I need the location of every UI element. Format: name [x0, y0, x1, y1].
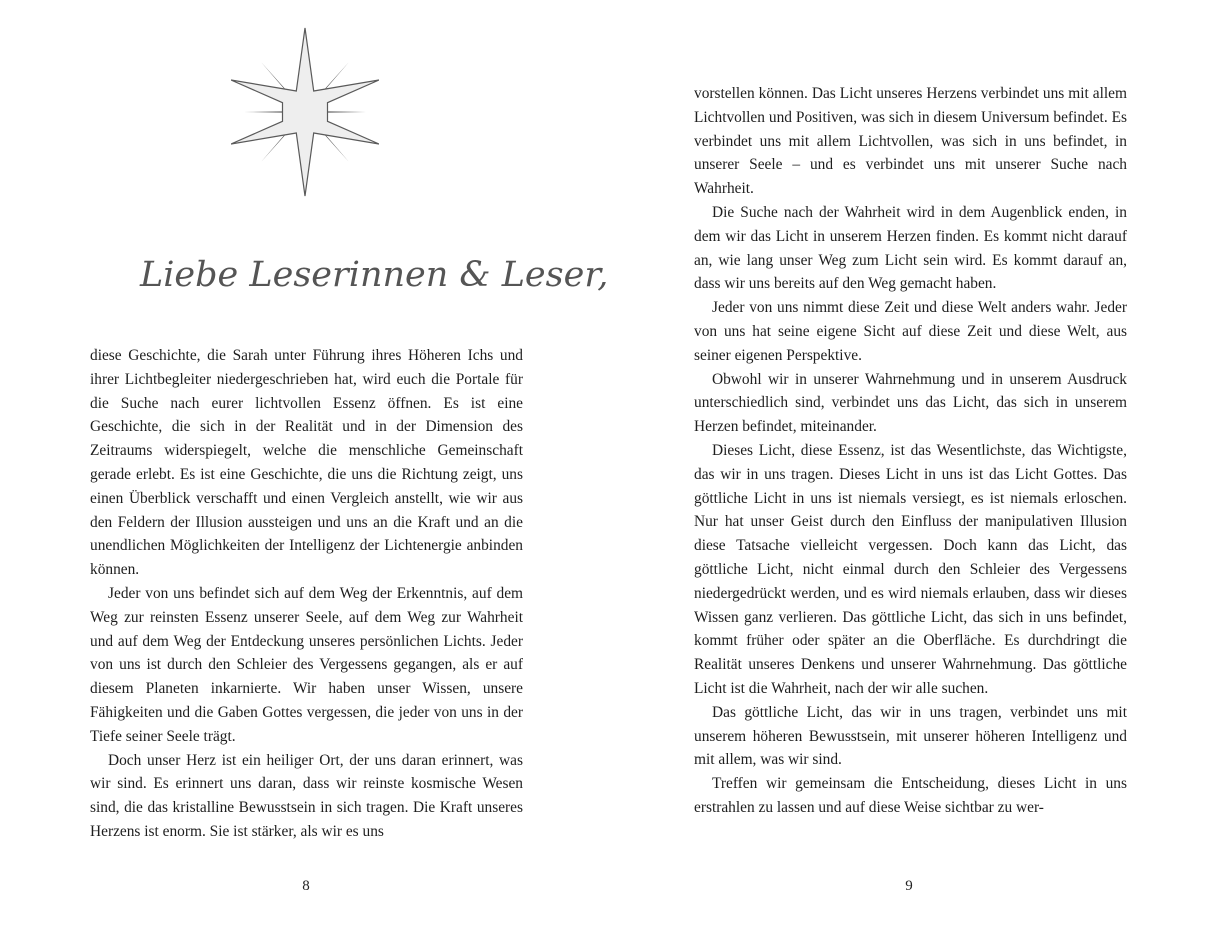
paragraph: Jeder von uns befindet sich auf dem Weg der Erkenntnis, auf dem Weg zur reinsten Essenz unserer Seele, auf dem Weg zur Wahrheit und auf dem Weg der Entdeckung unseres persönlichen Lichts. Jeder von uns ist durch den Schleier des Vergessens gegangen, als er auf diesem Planeten inkarnierte. Wir haben unser Wissen, unsere Fähigkeiten und die Gaben Gottes vergessen, die jeder von uns in der Tiefe seiner Seele trägt.	[90, 584, 523, 745]
page-number: 9	[905, 878, 913, 894]
paragraph: Das göttliche Licht, das wir in uns tragen, verbindet uns mit unserem höheren Bewusstsein, mit unserer höheren Intelligenz und mit allem, was wir sind.	[694, 703, 1127, 769]
right-page	[608, 0, 1216, 944]
letter-heading: Liebe Leserinnen & Leser,	[140, 255, 609, 295]
paragraph: Doch unser Herz ist ein heiliger Ort, der uns daran erinnert, was wir sind. Es erinnert uns daran, dass wir reinste kosmische Wesen sind, die das kristalline Bewusstsein in sich tragen. Die Kraft unseres Herzens ist enorm. Sie ist stärker, als wir es uns	[90, 751, 523, 840]
paragraph: vorstellen können. Das Licht unseres Herzens verbindet uns mit allem Lichtvollen und Positiven, was sich in diesem Universum befindet. Es verbindet uns mit allem Lichtvollen, was sich in uns befindet, in unserer Seele – und es verbindet uns mit unserer Suche nach Wahrheit.	[694, 85, 1127, 198]
paragraph: Die Suche nach der Wahrheit wird in dem Augenblick enden, in dem wir das Licht in unserem Herzen finden. Es kommt nicht darauf an, wie lang unser Weg zum Licht sein wird. Es kommt darauf an, dass wir uns bereits auf den Weg gemacht haben.	[694, 203, 1127, 293]
paragraph: Obwohl wir in unserer Wahrnehmung und in unserem Ausdruck unterschiedlich sind, verbindet uns das Licht, das sich in unserem Herzen befindet, miteinander.	[694, 370, 1127, 436]
right-body-text	[694, 82, 1127, 820]
page-number: 8	[302, 878, 310, 894]
paragraph: diese Geschichte, die Sarah unter Führung ihres Höheren Ichs und ihrer Lichtbegleiter niedergeschrieben hat, wird euch die Portale für die Suche nach eurer lichtvollen Essenz öffnen. Es ist eine Geschichte, die sich in der Realität und in der Dimension des Zeitraums widerspiegelt, welche die menschliche Gemeinschaft gerade erlebt. Es ist eine Geschichte, die uns die Richtung zeigt, uns einen Überblick verschafft und einen Vergleich anstellt, wie wir aus den Feldern der Illusion aussteigen und uns an die Kraft und an die unendlichen Möglichkeiten der Intelligenz der Lichtenergie anbinden können.	[90, 347, 523, 579]
paragraph: Dieses Licht, diese Essenz, ist das Wesentlichste, das Wichtigste, das wir in uns tragen. Dieses Licht in uns ist das Licht Gottes. Das göttliche Licht in uns ist niemals versiegt, es ist niemals erloschen. Nur hat unser Geist durch den Einfluss der manipulativen Illusion diese Tatsache vielleicht vergessen. Doch kann das Licht, das göttliche Licht, nicht einmal durch den Schleier des Vergessens niedergedrückt werden, und es wird niemals erlauben, dass wir dieses Wissen ganz verlieren. Das göttliche Licht, das sich in uns befindet, kommt früher oder später an die Oberfläche. Es durchdringt die Realität unseres Denkens und unserer Wahrnehmung. Das göttliche Licht ist die Wahrheit, nach der wir alle suchen.	[694, 441, 1127, 697]
eight-point-star-icon	[231, 27, 379, 197]
left-body-text	[90, 344, 523, 844]
paragraph: Treffen wir gemeinsam die Entscheidung, dieses Licht in uns erstrahlen zu lassen und auf diese Weise sichtbar zu wer-	[694, 775, 1127, 816]
paragraph: Jeder von uns nimmt diese Zeit und diese Welt anders wahr. Jeder von uns hat seine eigene Sicht auf diese Zeit und diese Welt, aus seiner eigenen Perspektive.	[694, 299, 1127, 364]
